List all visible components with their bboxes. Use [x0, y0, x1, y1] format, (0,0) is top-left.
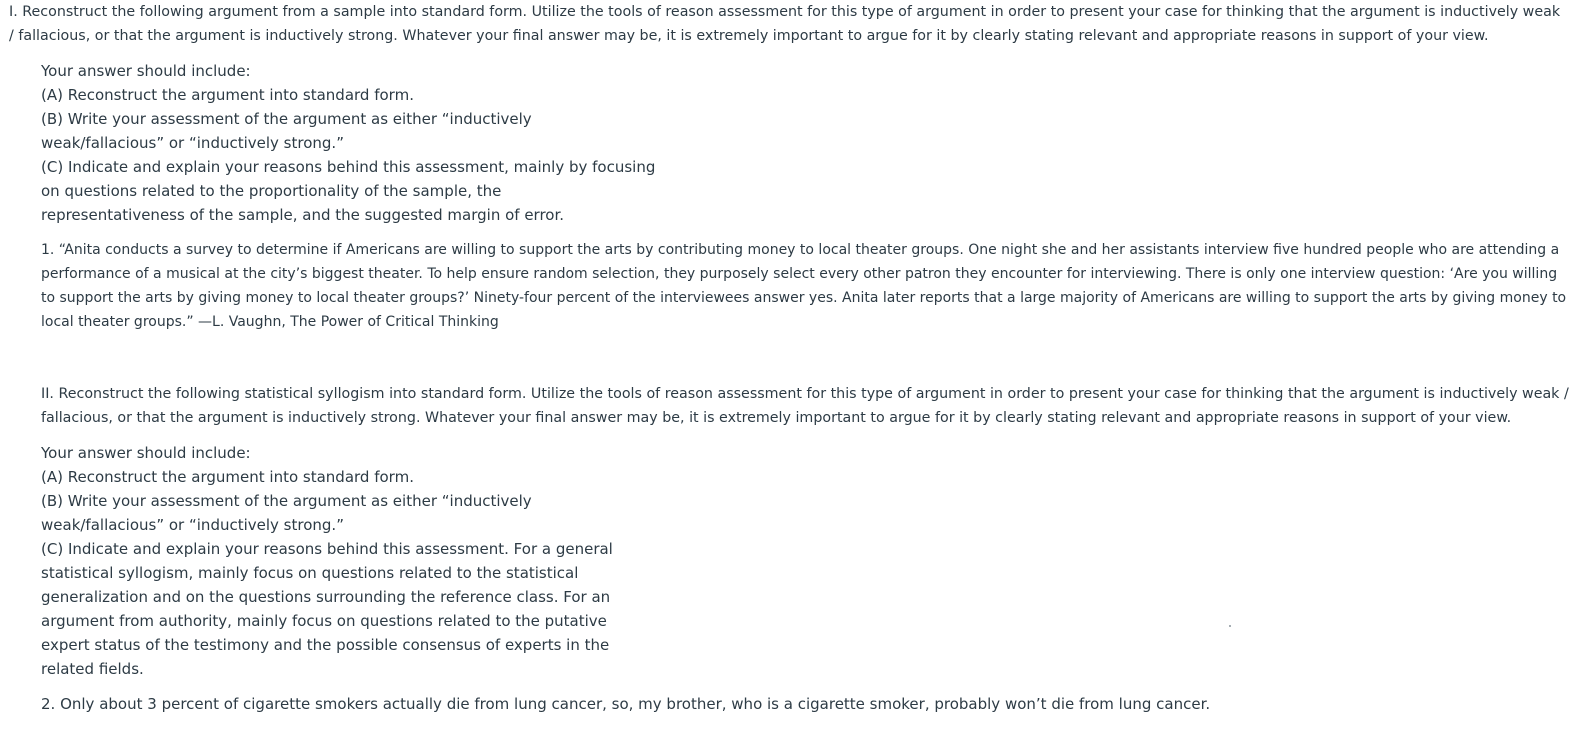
section-1-requirements	[41, 59, 655, 227]
section-2-requirements	[41, 441, 613, 681]
requirement-line: (A) Reconstruct the argument into standard form.	[41, 86, 414, 104]
requirement-line: (B) Write your assessment of the argument as either “inductively	[41, 110, 532, 128]
section-1-answer-heading: Your answer should include:	[41, 62, 251, 80]
problem-1	[41, 238, 1566, 334]
requirement-line: (C) Indicate and explain your reasons behind this assessment. For a general	[41, 540, 613, 558]
requirement-line: on questions related to the proportionality of the sample, the	[41, 182, 502, 200]
problem-1-line: to support the arts by giving money to local theater groups?’ Ninety-four percent of the interviewees answer yes. Anita later reports that a large majority of Americans are willing to support the arts by giving money to	[41, 290, 1567, 306]
section-2-instructions	[41, 382, 1569, 430]
section-1-instructions-line: / fallacious, or that the argument is inductively strong. Whatever your final answer may be, it is extremely important to argue for it by clearly stating relevant and appropriate reasons in support of your view.	[9, 28, 1489, 44]
requirement-line: weak/fallacious” or “inductively strong.”	[41, 516, 344, 534]
requirement-line: generalization and on the questions surrounding the reference class. For an	[41, 588, 611, 606]
requirement-line: statistical syllogism, mainly focus on questions related to the statistical	[41, 564, 579, 582]
requirement-line: argument from authority, mainly focus on questions related to the putative	[41, 612, 607, 630]
problem-1-line: performance of a musical at the city’s biggest theater. To help ensure random selection, they purposely select every other patron they encounter for interviewing. There is only one interview question: ‘Are you willing	[41, 266, 1558, 282]
requirement-line: (C) Indicate and explain your reasons behind this assessment, mainly by focusing	[41, 158, 656, 176]
requirement-line: expert status of the testimony and the possible consensus of experts in the	[41, 636, 610, 654]
problem-1-line: local theater groups.” —L. Vaughn, The Power of Critical Thinking	[41, 314, 499, 330]
section-1-instructions-line: I. Reconstruct the following argument from a sample into standard form. Utilize the tools of reason assessment for this type of argument in order to present your case for thinking that the argument is inductively weak	[9, 4, 1561, 20]
requirement-line: representativeness of the sample, and the suggested margin of error.	[41, 206, 565, 224]
section-2-instructions-line: II. Reconstruct the following statistical syllogism into standard form. Utilize the tools of reason assessment for this type of argument in order to present your case for thinking that the argument is inductively weak /	[41, 386, 1569, 402]
problem-1-line: 1. “Anita conducts a survey to determine if Americans are willing to support the arts by contributing money to local theater groups. One night she and her assistants interview five hundred people who are attending a	[41, 242, 1560, 258]
section-1-instructions	[9, 0, 1560, 48]
stray-dot	[1229, 625, 1231, 627]
requirement-line: (B) Write your assessment of the argument as either “inductively	[41, 492, 532, 510]
requirement-line: weak/fallacious” or “inductively strong.”	[41, 134, 344, 152]
requirement-line: related fields.	[41, 660, 144, 678]
section-2-instructions-line: fallacious, or that the argument is inductively strong. Whatever your final answer may be, it is extremely important to argue for it by clearly stating relevant and appropriate reasons in support of your view.	[41, 410, 1512, 426]
section-2-answer-heading: Your answer should include:	[41, 444, 251, 462]
problem-2	[41, 692, 1210, 716]
problem-2-line: 2. Only about 3 percent of cigarette smokers actually die from lung cancer, so, my brother, who is a cigarette smoker, probably won’t die from lung cancer.	[41, 695, 1211, 713]
requirement-line: (A) Reconstruct the argument into standard form.	[41, 468, 414, 486]
